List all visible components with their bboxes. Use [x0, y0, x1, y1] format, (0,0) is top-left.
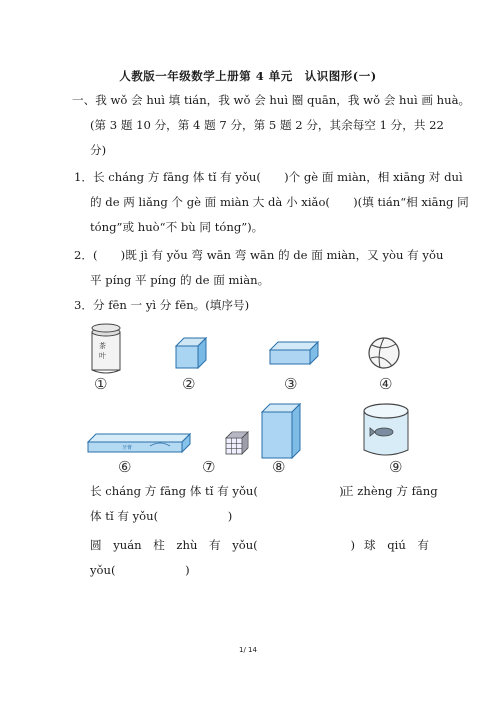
question-2-line-1: 2．( )既 jì 有 yǒu 弯 wān 弯 wān 的 de 面 miàn，又 yòu 有 yǒu: [74, 248, 444, 262]
section-heading: 一、我 wǒ 会 huì 填 tián，我 wǒ 会 huì 圈 quān，我 wǒ 会 huì 画 huà。: [72, 93, 471, 107]
shape-number-4: ④: [379, 375, 393, 393]
answer-cube-line-1: 正 zhèng 方 fāng: [342, 484, 438, 498]
question-2-line-2: 平 píng 平 píng 的 de 面 miàn。: [90, 273, 270, 287]
answer-cylinder-line: 圆 yuán 柱 zhù 有 yǒu( ): [90, 538, 355, 552]
shapes-figure: [78, 318, 423, 476]
shape-number-1: ①: [94, 375, 108, 393]
shapes-figure-svg: [78, 318, 423, 476]
toothpaste-box-cuboid-icon: [88, 434, 190, 452]
shape-number-9: ⑨: [389, 458, 403, 476]
shape-number-8: ⑧: [272, 458, 286, 476]
page-title: 人教版一年级数学上册第 4 单元 认识图形(一): [119, 69, 377, 83]
tea-label-1: 茶: [99, 342, 106, 350]
tall-cuboid-icon: [262, 404, 300, 458]
answer-cuboid-line-1: 长 cháng 方 fāng 体 tǐ 有 yǒu( ): [90, 484, 344, 498]
answer-sphere-line-1: 球 qiú 有: [364, 538, 429, 552]
scoring-note-line-1: (第 3 题 10 分，第 4 题 7 分，第 5 题 2 分，其余每空 1 分，共 22: [90, 118, 444, 132]
question-1-line-1: 1．长 cháng 方 fāng 体 tǐ 有 yǒu( )个 gè 面 miàn，相 xiāng 对 duì: [74, 170, 463, 184]
fish-tank-cylinder-icon: [364, 404, 408, 455]
tea-label-2: 叶: [99, 352, 106, 360]
shape-number-6: ⑥: [118, 458, 132, 476]
shape-number-3: ③: [284, 375, 298, 393]
question-1-line-2: 的 de 两 liǎng 个 gè 面 miàn 大 dà 小 xiǎo( )(填 tián“相 xiāng 同: [90, 195, 469, 209]
answer-sphere-line-2: yǒu( ): [90, 563, 190, 577]
question-1-line-3: tóng”或 huò“不 bù 同 tóng”)。: [90, 220, 264, 234]
shape-number-7: ⑦: [202, 458, 216, 476]
page-number: 1/ 14: [239, 646, 257, 654]
tea-can-cylinder-icon: [92, 324, 120, 373]
flat-cuboid-icon: [270, 342, 318, 364]
answer-cube-line-2: 体 tǐ 有 yǒu( ): [90, 509, 233, 523]
shape-number-2: ②: [182, 375, 196, 393]
cube-icon: [176, 338, 206, 368]
scoring-note-line-2: 分): [90, 143, 107, 157]
volleyball-sphere-icon: [369, 338, 399, 368]
question-3-instruction: 3．分 fēn 一 yì 分 fēn。(填序号): [74, 298, 250, 312]
toothpaste-label: 牙膏: [122, 445, 133, 451]
rubiks-cube-icon: [226, 432, 248, 454]
